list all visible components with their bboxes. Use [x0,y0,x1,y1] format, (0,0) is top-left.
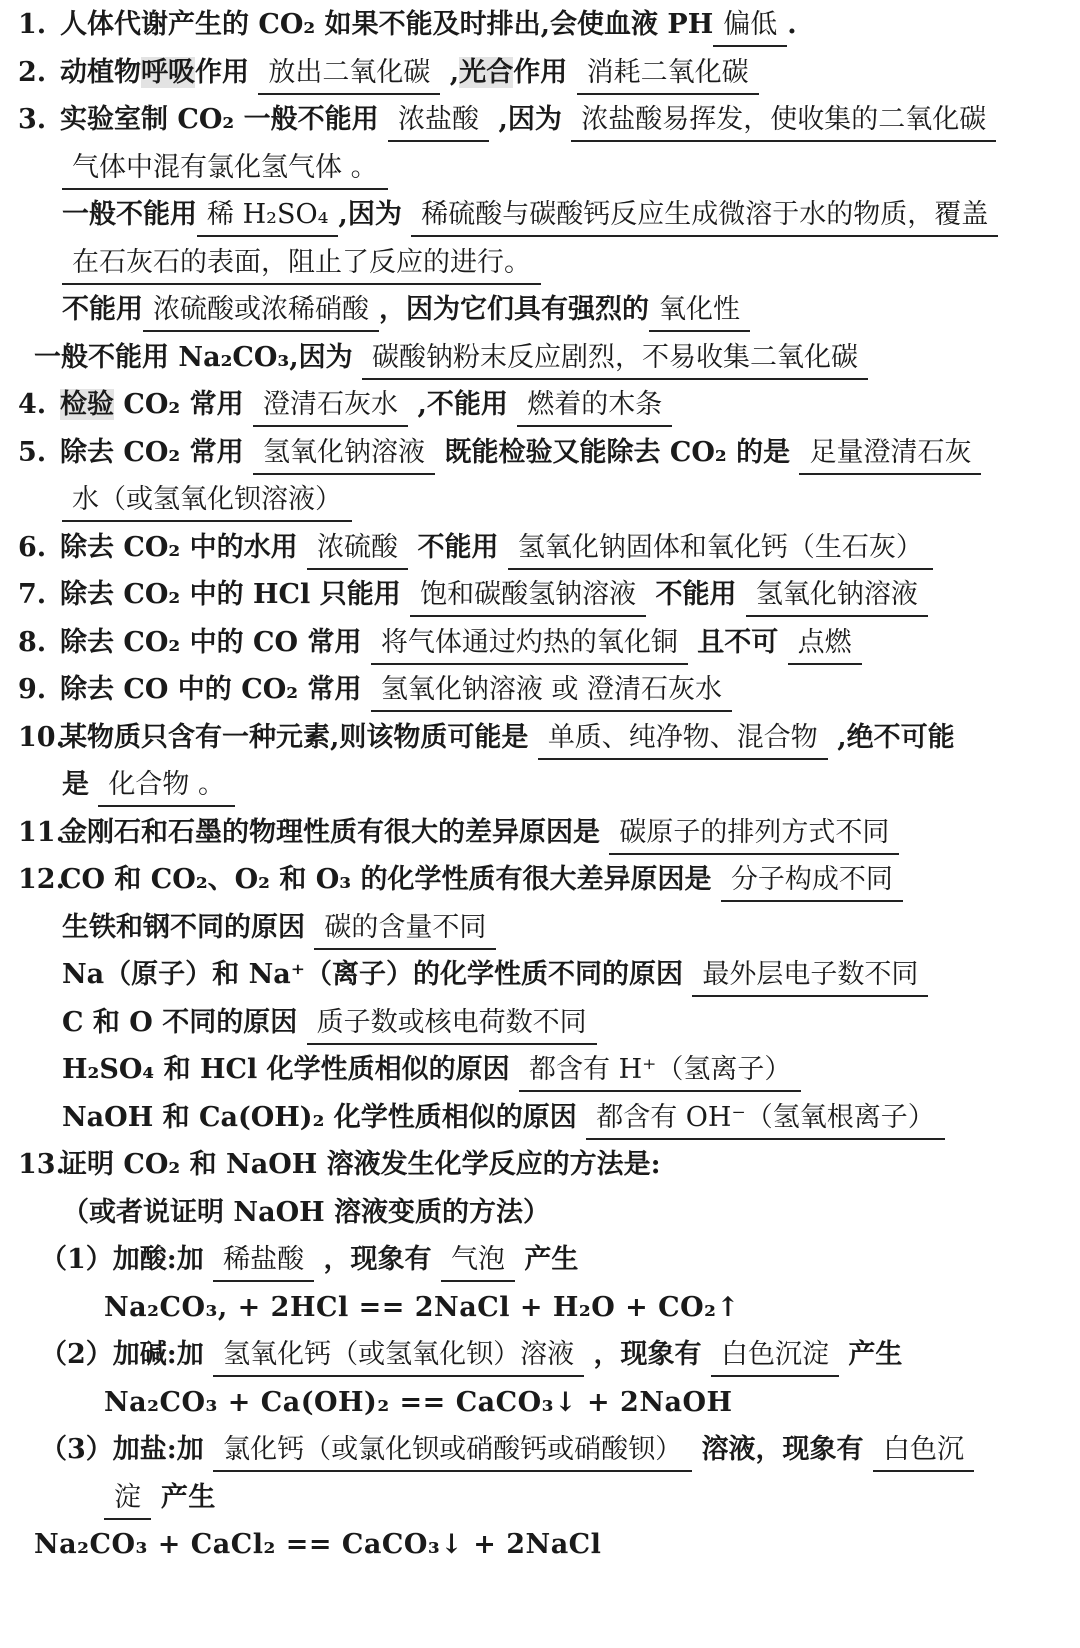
answer-blank: 氢氧化钙（或氢氧化钡）溶液 [213,1337,584,1377]
answer-blank: 氢氧化钠溶液 [746,577,928,617]
answer-blank: 化合物 。 [98,767,235,807]
answer-blank: 淀 [104,1480,151,1520]
text-line [0,808,1080,858]
answer-blank: 碳酸钠粉末反应剧烈，不易收集二氧化碳 [362,340,868,380]
text-line [0,665,1080,715]
answer-blank: 燃着的木条 [517,387,672,427]
question-text: 一般不能用 [62,199,197,230]
answer-blank: 点燃 [788,625,862,665]
answer-blank: 气泡 [441,1242,515,1282]
text-line [0,1093,1080,1143]
text-line [0,285,1080,335]
text-line [0,570,1080,620]
question-text: 动植物 [60,56,141,88]
question-text: （3）加盐:加 [40,1434,214,1465]
question-text: 除去 CO 中的 CO₂ 常用 [60,674,371,705]
question-text: 溶液，现象有 [692,1434,873,1465]
text-line [0,1045,1080,1095]
item-number: 9. [18,674,47,705]
text-line [0,523,1080,573]
question-text: （1）加酸:加 [40,1244,214,1275]
item-number: 8. [18,626,47,658]
question-text: ，因为它们具有强烈的 [379,294,649,325]
item-number: 10. [18,721,65,753]
answer-blank: 氢氧化钠溶液 [253,435,435,475]
answer-blank: 稀硫酸与碳酸钙反应生成微溶于水的物质，覆盖 [411,197,998,237]
text-line [0,855,1080,905]
question-text: 除去 CO₂ 中的 CO 常用 [60,626,371,658]
answer-blank: 气体中混有氯化氢气体 。 [62,150,388,190]
answer-blank: 氧化性 [649,292,750,332]
text-line [0,1188,1080,1238]
text-line [0,95,1080,145]
question-text: 实验室制 CO₂ 一般不能用 [60,104,389,135]
text-line [0,760,1080,810]
text-line [0,1330,1080,1380]
question-text: 作用 [195,56,259,88]
text-line [0,190,1080,240]
item-number: 4. [18,389,47,420]
answer-blank: 白色沉 [873,1432,974,1472]
question-text: Na₂CO₃, + 2HCl == 2NaCl + H₂O + CO₂↑ [104,1291,740,1323]
answer-blank: 分子构成不同 [721,862,903,902]
text-line [0,950,1080,1000]
text-line [0,1473,1080,1523]
question-text: 证明 CO₂ 和 NaOH 溶液发生化学反应的方法是: [60,1149,661,1180]
question-text: 除去 CO₂ 中的 HCl 只能用 [60,579,411,610]
highlighted-term: 光合 [459,56,514,88]
answer-blank: 都含有 OH⁻（氢氧根离子） [586,1100,945,1140]
answer-blank: 足量澄清石灰 [799,435,981,475]
question-text: 人体代谢产生的 CO₂ 如果不能及时排出,会使血液 PH [60,9,714,40]
answer-blank: 偏低 [713,7,787,47]
question-text: ,因为 [489,104,572,135]
text-line [0,0,1080,50]
text-line [0,1425,1080,1475]
question-text: ,绝不可能 [827,721,955,753]
question-text: 除去 CO₂ 常用 [60,436,254,468]
text-line [0,1520,1080,1570]
question-text: Na₂CO₃ + Ca(OH)₂ == CaCO₃↓ + 2NaOH [104,1386,733,1418]
answer-blank: 水（或氢氧化钡溶液） [62,482,352,522]
text-line [0,713,1080,763]
question-text: 某物质只含有一种元素,则该物质可能是 [60,721,538,753]
answer-blank: 浓硫酸 [307,530,408,570]
question-text: 是 [62,769,99,800]
question-text: ，现象有 [584,1339,711,1370]
item-number: 12. [18,864,65,895]
answer-blank: 在石灰石的表面，阻止了反应的进行。 [62,245,541,285]
text-line [0,143,1080,193]
item-number: 7. [18,579,47,610]
question-text: 作用 [513,56,577,88]
answer-blank: 氯化钙（或氯化钡或硝酸钙或硝酸钡） [213,1432,692,1472]
answer-blank: 消耗二氧化碳 [577,55,759,95]
answer-blank: 澄清石灰水 [253,387,408,427]
answer-blank: 浓硫酸或浓稀硝酸 [143,292,379,332]
question-text: （或者说证明 NaOH 溶液变质的方法） [62,1196,551,1228]
text-line [0,1378,1080,1428]
question-text: NaOH 和 Ca(OH)₂ 化学性质相似的原因 [62,1101,587,1133]
text-line [0,380,1080,430]
question-text: 产生 [514,1244,579,1275]
text-line [0,1283,1080,1333]
answer-blank: 碳的含量不同 [314,910,496,950]
answer-blank: 氢氧化钠固体和氧化钙（生石灰） [508,530,933,570]
text-line [0,1140,1080,1190]
question-text: Na₂CO₃ + CaCl₂ == CaCO₃↓ + 2NaCl [34,1529,602,1560]
answer-blank: 将气体通过灼热的氧化铜 [371,625,688,665]
question-text: 不能用 [62,294,143,325]
text-line [0,333,1080,383]
item-number: 11. [18,816,65,848]
answer-blank: 都含有 H⁺（氢离子） [519,1052,801,1092]
text-line [0,1235,1080,1285]
answer-blank: 浓盐酸易挥发，使收集的二氧化碳 [571,102,996,142]
answer-blank: 碳原子的排列方式不同 [609,815,899,855]
text-line [0,475,1080,525]
text-line [0,48,1080,98]
answer-blank: 浓盐酸 [388,102,489,142]
text-line [0,238,1080,288]
question-text: 产生 [151,1481,216,1513]
question-text: ，现象有 [314,1244,441,1275]
question-text: 不能用 [646,579,746,610]
item-number: 2. [18,56,47,88]
highlighted-term: 呼吸 [141,56,195,88]
question-text: , [440,56,460,88]
question-text: . [787,9,797,40]
question-text: 一般不能用 Na₂CO₃,因为 [34,341,363,373]
item-number: 6. [18,531,47,563]
answer-blank: 最外层电子数不同 [692,957,928,997]
text-line [0,428,1080,478]
answer-blank: 稀盐酸 [213,1242,314,1282]
question-text: ,因为 [338,199,412,230]
item-number: 13. [18,1149,65,1180]
question-text: 不能用 [408,531,508,563]
question-text: 生铁和钢不同的原因 [62,911,315,943]
question-text: ,不能用 [408,389,518,420]
text-line [0,998,1080,1048]
question-text: H₂SO₄ 和 HCl 化学性质相似的原因 [62,1054,520,1085]
answer-blank: 单质、纯净物、混合物 [538,720,828,760]
answer-blank: 放出二氧化碳 [258,55,440,95]
question-text: （2）加碱:加 [40,1339,214,1370]
answer-blank: 饱和碳酸氢钠溶液 [410,577,646,617]
answer-blank: 质子数或核电荷数不同 [307,1005,597,1045]
item-number: 1. [18,9,47,40]
question-text: 除去 CO₂ 中的水用 [60,531,308,563]
question-text: Na（原子）和 Na⁺（离子）的化学性质不同的原因 [62,959,693,990]
question-text: 且不可 [687,626,788,658]
text-line [0,618,1080,668]
answer-blank: 稀 H₂SO₄ [197,197,338,237]
item-number: 3. [18,104,47,135]
question-text: C 和 O 不同的原因 [62,1006,307,1038]
text-line [0,903,1080,953]
answer-blank: 白色沉淀 [711,1337,839,1377]
item-number: 5. [18,436,47,468]
question-text: CO 和 CO₂、O₂ 和 O₃ 的化学性质有很大差异原因是 [60,864,721,895]
question-text: 金刚石和石墨的物理性质有很大的差异原因是 [60,816,610,848]
highlighted-term: 检验 [60,389,114,420]
question-text: 产生 [838,1339,903,1370]
answer-blank: 氢氧化钠溶液 或 澄清石灰水 [371,672,732,712]
question-text: 既能检验又能除去 CO₂ 的是 [435,436,800,468]
question-text: CO₂ 常用 [114,389,254,420]
